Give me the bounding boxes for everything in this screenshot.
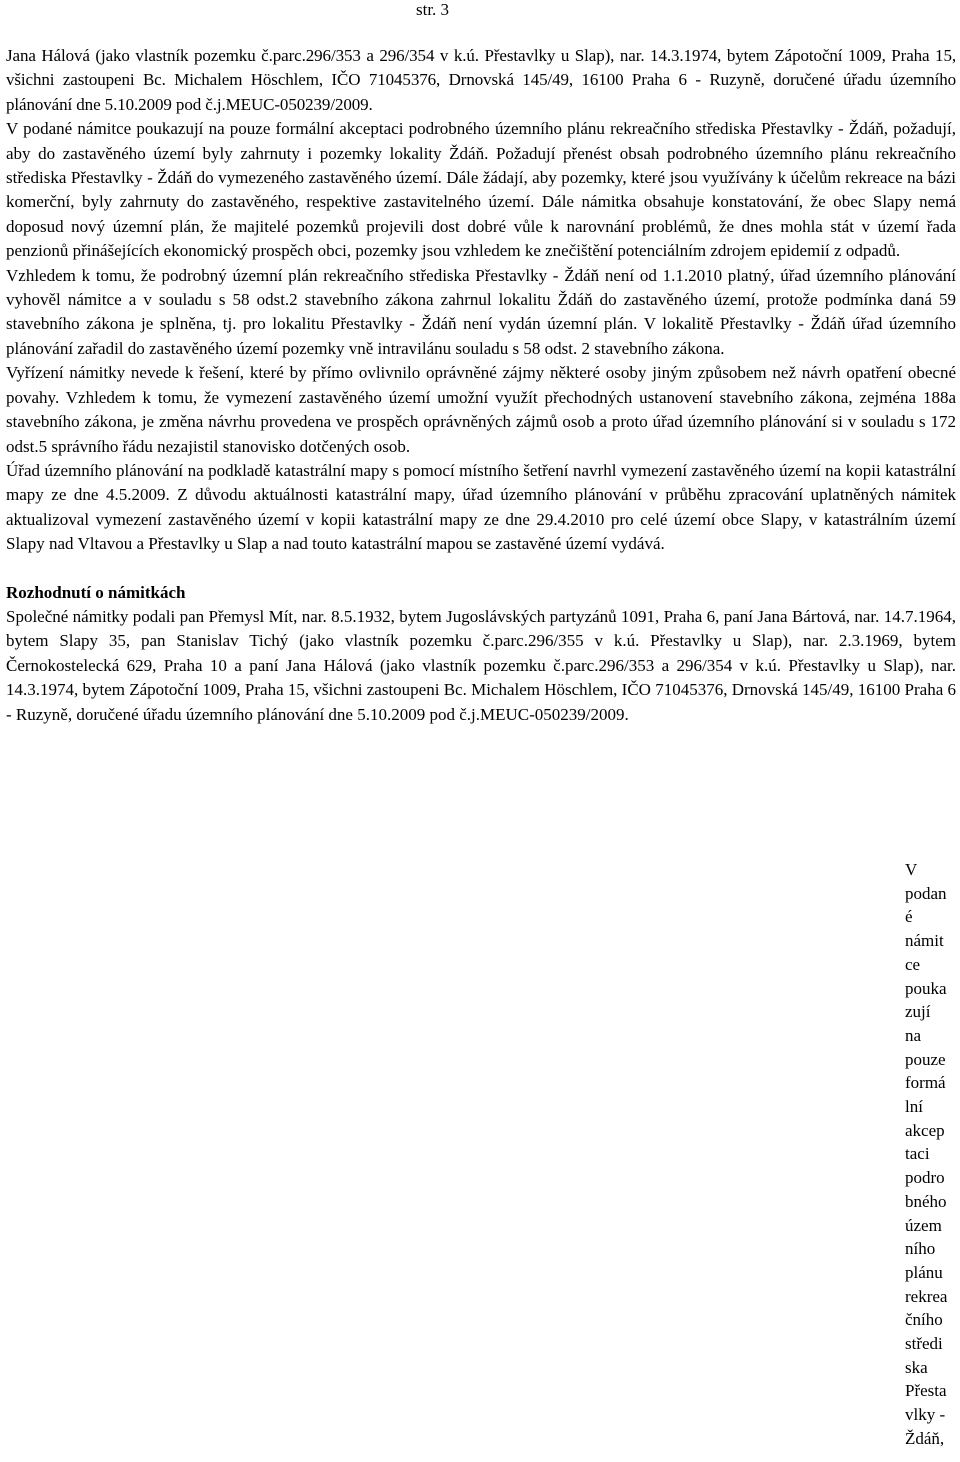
narrow-column-fragment: územ [905, 1215, 942, 1235]
narrow-column-fragment: zují [905, 1002, 931, 1022]
narrow-column-fragment: Ždáň, [905, 1428, 945, 1448]
narrow-column-fragment: akcep [905, 1120, 945, 1140]
page-number: str. 3 [416, 0, 450, 19]
narrow-column-fragment: námit [905, 931, 944, 951]
narrow-column-fragment: na [905, 1025, 922, 1045]
paragraph-objection-content: V podané námitce poukazují na pouze formální akceptaci podrobného územního plánu rekreačního střediska Přestavlky - Ždáň, požadují, aby do zastavěného území byly zahrnuty i pozemky lokality Ždáň. Požadují přenést obsah podrobného územního plánu rekreačního střediska Přestavlky - Ždáň do vymezeného zastavěného území. Dále žádají, aby pozemky, které jsou využívány k účelům rekreace na bázi komerční, byly zahrnuty do zastavěného, respektive zastavitelného území. Dále námitka obsahuje konstatování, že obec Slapy nemá doposud nový územní plán, že majitelé pozemků projevili dost dobré vůle k narovnání problémů, že dnes mohla stát v území řada penzionů přinášejících ekonomický prospěch obci, pozemky jsou vzhledem ke znečištění potenciálním zdrojem epidemií z odpadů. [6, 119, 956, 261]
narrow-column-fragment: vlky - [905, 1405, 946, 1425]
narrow-column-fragment: pouze [905, 1049, 946, 1069]
narrow-column-fragment: čního [905, 1310, 943, 1330]
narrow-column-fragment: podan [905, 883, 947, 903]
narrow-column-fragment: bného [905, 1191, 947, 1211]
paragraph-decision-reasoning: Vzhledem k tomu, že podrobný územní plán rekreačního střediska Přestavlky - Ždáň není od 1.1.2010 platný, úřad územního plánování vyhověl námitce a v souladu s 58 odst.2 stavebního zákona zahrnul lokalitu Ždáň do zastavěného území, protože podmínka daná 59 stavebního zákona je splněna, tj. pro lokalitu Přestavlky - Ždáň není vydán územní plán. V lokalitě Přestavlky - Ždáň úřad územního plánování zařadil do zastavěného území pozemky vně intravilánu souladu s 58 odst. 2 stavebního zákona. [6, 265, 956, 358]
narrow-column-fragment: é [905, 907, 913, 927]
paragraph-cadastral-map: Úřad územního plánování na podkladě katastrální mapy s pomocí místního šetření navrhl vymezení zastavěného území na kopii katastrální mapy ze dne 4.5.2009. Z důvodu aktuálnosti katastrální mapy, úřad územního plánování v průběhu zpracování uplatněných námitek aktualizoval vymezení zastavěného území v kopii katastrální mapy ze dne 29.4.2010 pro celé území obce Slapy, v katastrálním území Slapy nad Vltavou a Přestavlky u Slap a nad touto katastrální mapou se zastavěné území vydává. [6, 460, 956, 554]
document-body [6, 44, 956, 727]
narrow-column-fragment: formá [905, 1073, 946, 1093]
narrow-column-fragment: lní [905, 1097, 923, 1117]
narrow-column-fragment: podro [905, 1168, 945, 1188]
section-heading: Rozhodnutí o námitkách [6, 582, 186, 602]
paragraph-spacer [6, 557, 956, 581]
narrow-column-fragment: Přesta [905, 1381, 947, 1401]
narrow-column-fragment: ska [905, 1357, 928, 1377]
paragraph-joint-objections: Společné námitky podali pan Přemysl Mít, nar. 8.5.1932, bytem Jugoslávských partyzánů 1091, Praha 6, paní Jana Bártová, nar. 14.7.1964, bytem Slapy 35, pan Stanislav Tichý (jako vlastník pozemku č.parc.296/355 v k.ú. Přestavlky u Slap), nar. 2.3.1969, bytem Černokostelecká 629, Praha 10 a paní Jana Hálová (jako vlastník pozemku č.parc.296/353 a 296/354 v k.ú. Přestavlky u Slap), nar. 14.3.1974, bytem Zápotoční 1009, Praha 15, všichni zastoupeni Bc. Michalem Höschlem, IČO 71045376, Drnovská 145/49, 16100 Praha 6 - Ruzyně, doručené úřadu územního plánování dne 5.10.2009 pod č.j.MEUC-050239/2009. [6, 606, 956, 724]
narrow-column-fragment: V [905, 860, 918, 879]
narrow-column-fragment: ce [905, 954, 921, 974]
narrow-column-fragment: středi [905, 1334, 943, 1354]
narrow-column-fragment: rekrea [905, 1286, 948, 1306]
narrow-column-fragment: taci [905, 1144, 930, 1164]
paragraph-objector-details: Jana Hálová (jako vlastník pozemku č.parc.296/353 a 296/354 v k.ú. Přestavlky u Slap), nar. 14.3.1974, bytem Zápotoční 1009, Praha 15, všichni zastoupeni Bc. Michalem Höschlem, IČO 71045376, Drnovská 145/49, 16100 Praha 6 - Ruzyně, doručené úřadu územního plánování dne 5.10.2009 pod č.j.MEUC-050239/2009. [6, 46, 956, 114]
narrow-column-fragment: ního [905, 1239, 936, 1259]
narrow-text-column [905, 858, 960, 1451]
paragraph-settlement-note: Vyřízení námitky nevede k řešení, které by přímo ovlivnilo oprávněné zájmy některé osoby jiným způsobem než návrh opatření obecné povahy. Vzhledem k tomu, že vymezení zastavěného území umožní využít přechodných ustanovení stavebního zákona, zejména 188a stavebního zákona, je změna návrhu provedena ve prospěch oprávněných zájmů osob a proto úřad územního plánování si v souladu s 172 odst.5 správního řádu nezajistil stanovisko dotčených osob. [6, 363, 956, 456]
narrow-column-fragment: plánu [905, 1262, 943, 1282]
narrow-column-fragment: pouka [905, 978, 947, 998]
